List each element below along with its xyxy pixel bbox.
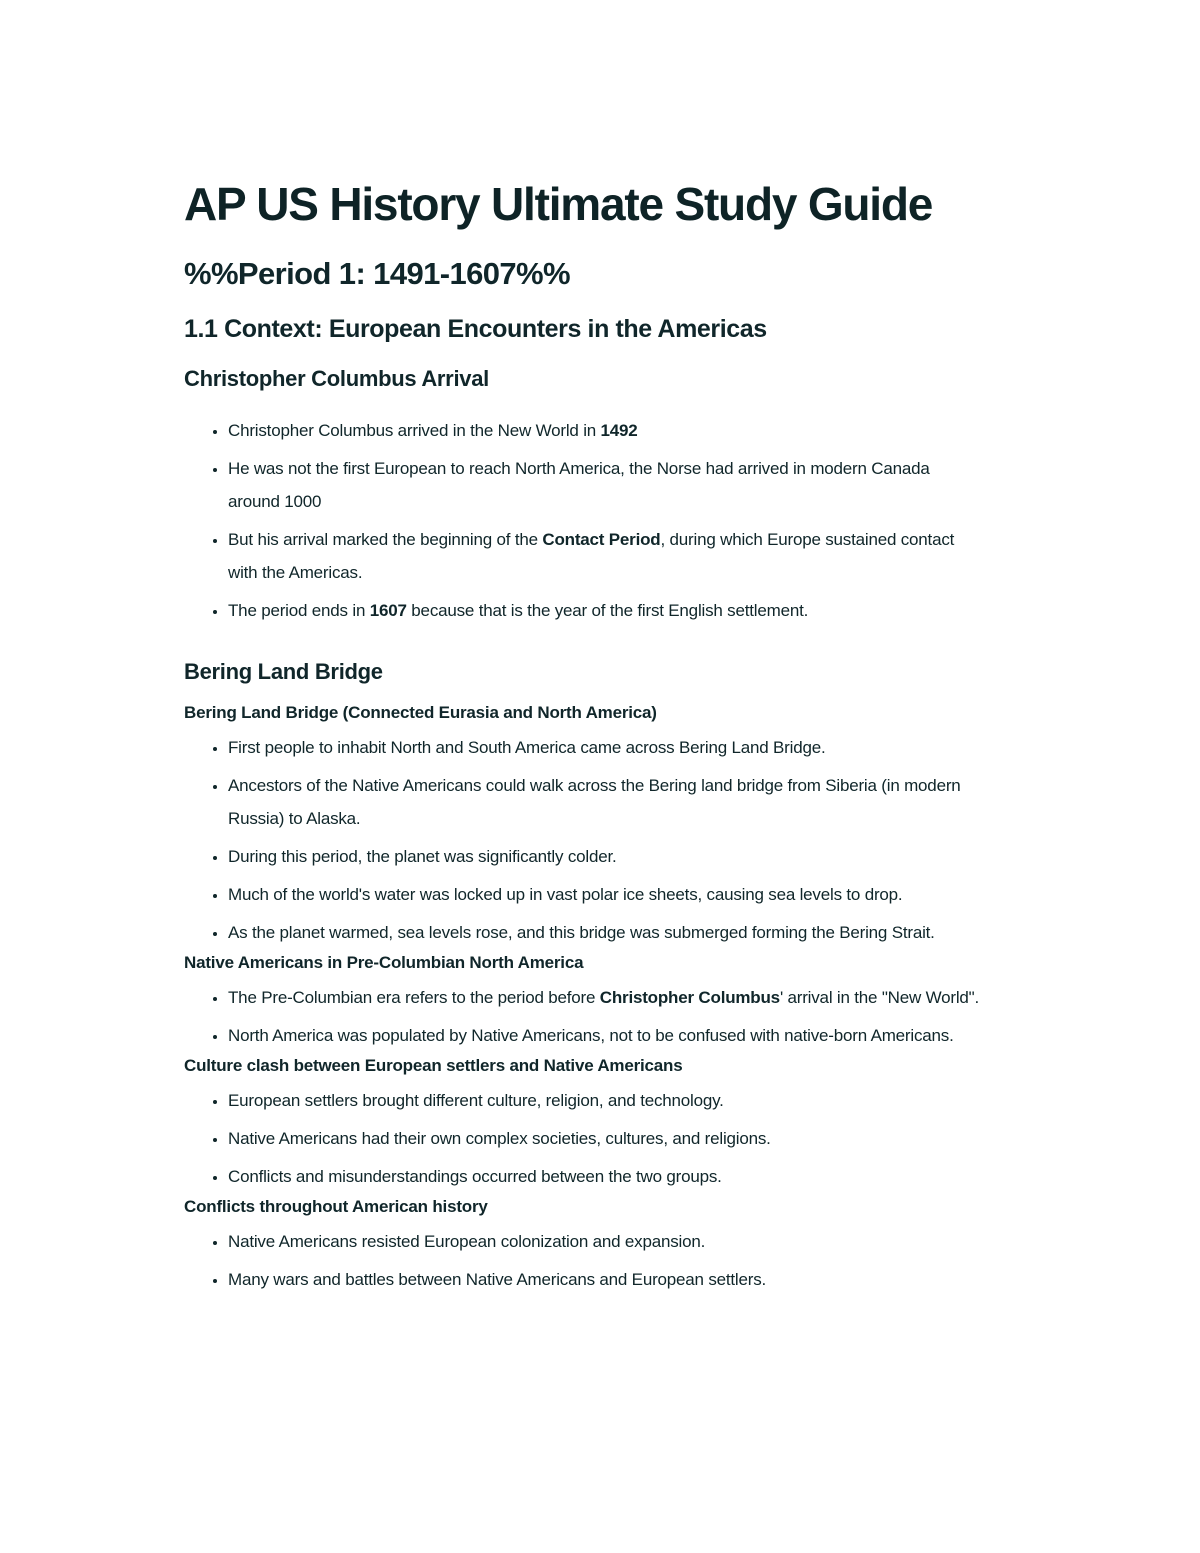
list-item: • As the planet warmed, sea levels rose, and this bridge was submerged forming the Bering Strait. (228, 916, 984, 949)
list-item: • During this period, the planet was significantly colder. (228, 840, 984, 873)
list-item: • Christopher Columbus arrived in the New World in 1492 (228, 414, 984, 447)
document-title: AP US History Ultimate Study Guide (184, 178, 933, 230)
subsection-heading: Bering Land Bridge (Connected Eurasia and North America) (184, 703, 657, 722)
list-item: • First people to inhabit North and South America came across Bering Land Bridge. (228, 731, 984, 764)
columbus-list (184, 414, 984, 627)
list-item: • But his arrival marked the beginning of the Contact Period, during which Europe sustained contact with the Americas. (228, 523, 984, 589)
list-item: • The period ends in 1607 because that is the year of the first English settlement. (228, 594, 984, 627)
bering-list (184, 731, 984, 949)
subsection-heading: Culture clash between European settlers and Native Americans (184, 1056, 683, 1075)
period-heading: %%Period 1: 1491-1607%% (184, 256, 570, 291)
subsection-heading: Conflicts throughout American history (184, 1197, 488, 1216)
list-item: • Conflicts and misunderstandings occurred between the two groups. (228, 1160, 984, 1193)
list-item: • The Pre-Columbian era refers to the period before Christopher Columbus' arrival in the "New World". (228, 981, 984, 1014)
culture-clash-list (184, 1084, 984, 1193)
list-item: • Native Americans resisted European colonization and expansion. (228, 1225, 984, 1258)
pre-columbian-list (184, 981, 984, 1052)
list-item: • North America was populated by Native Americans, not to be confused with native-born Americans. (228, 1019, 984, 1052)
document-content (184, 176, 984, 1301)
list-item: • Much of the world's water was locked up in vast polar ice sheets, causing sea levels to drop. (228, 878, 984, 911)
list-item: • Native Americans had their own complex societies, cultures, and religions. (228, 1122, 984, 1155)
columbus-heading: Christopher Columbus Arrival (184, 366, 489, 391)
section-heading: 1.1 Context: European Encounters in the Americas (184, 315, 767, 343)
conflicts-list (184, 1225, 984, 1296)
list-item: • Ancestors of the Native Americans could walk across the Bering land bridge from Siberia (in modern Russia) to Alaska. (228, 769, 984, 835)
subsection-heading: Native Americans in Pre-Columbian North America (184, 953, 584, 972)
list-item: • European settlers brought different culture, religion, and technology. (228, 1084, 984, 1117)
list-item: • Many wars and battles between Native Americans and European settlers. (228, 1263, 984, 1296)
bering-heading: Bering Land Bridge (184, 659, 383, 684)
list-item: • He was not the first European to reach North America, the Norse had arrived in modern Canada around 1000 (228, 452, 984, 518)
